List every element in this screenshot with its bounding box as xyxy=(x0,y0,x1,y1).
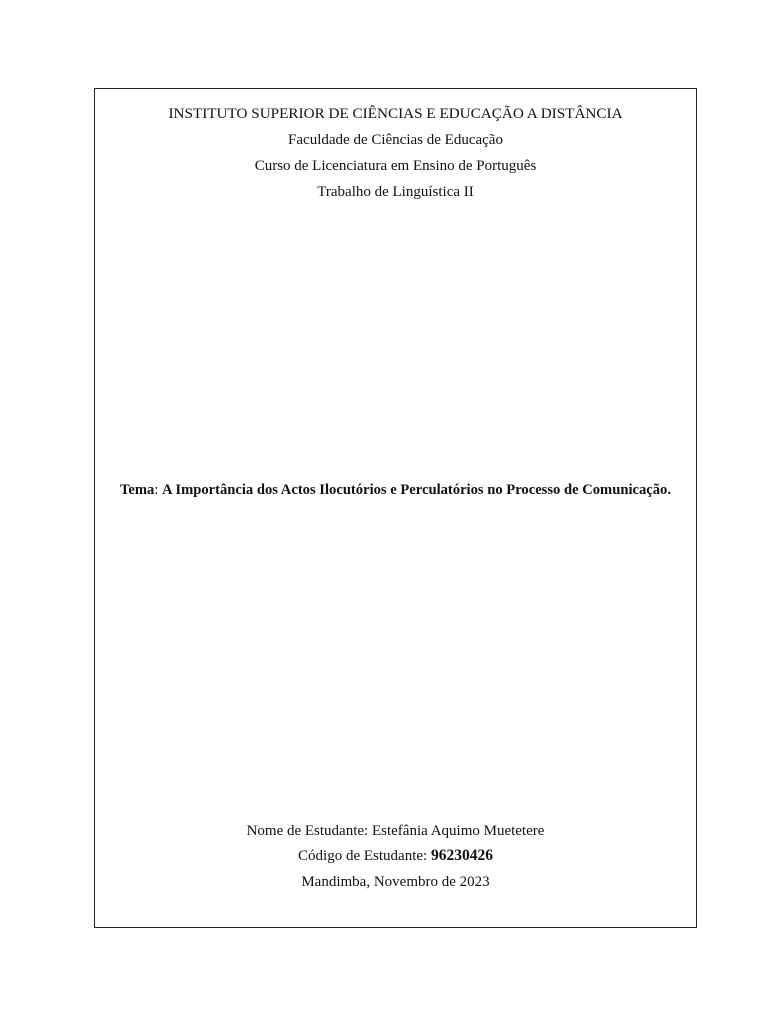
topic-label: Tema xyxy=(119,482,155,498)
assignment-title: Trabalho de Linguística II xyxy=(317,184,474,200)
student-code-line xyxy=(95,847,696,865)
student-name-line xyxy=(95,822,696,840)
institution-name: INSTITUTO SUPERIOR DE CIÊNCIAS E EDUCAÇÃO A DISTÂNCIA xyxy=(168,105,623,122)
course-name: Curso de Licenciatura em Ensino de Português xyxy=(254,158,537,174)
topic-separator: : xyxy=(154,482,163,498)
faculty-name: Faculdade de Ciências de Educação xyxy=(288,132,503,148)
topic-line xyxy=(95,481,696,499)
cover-page-border xyxy=(94,88,697,928)
student-code-label: Código de Estudante: xyxy=(298,848,431,864)
student-name: Estefânia Aquimo Muetetere xyxy=(371,823,545,839)
student-name-label: Nome de Estudante: xyxy=(246,823,372,839)
topic-title: A Importância dos Actos Ilocutórios e Perculatórios no Processo de Comunicação. xyxy=(162,482,672,498)
place-date: Mandimba, Novembro de 2023 xyxy=(301,874,490,890)
student-code: 96230426 xyxy=(430,847,493,864)
